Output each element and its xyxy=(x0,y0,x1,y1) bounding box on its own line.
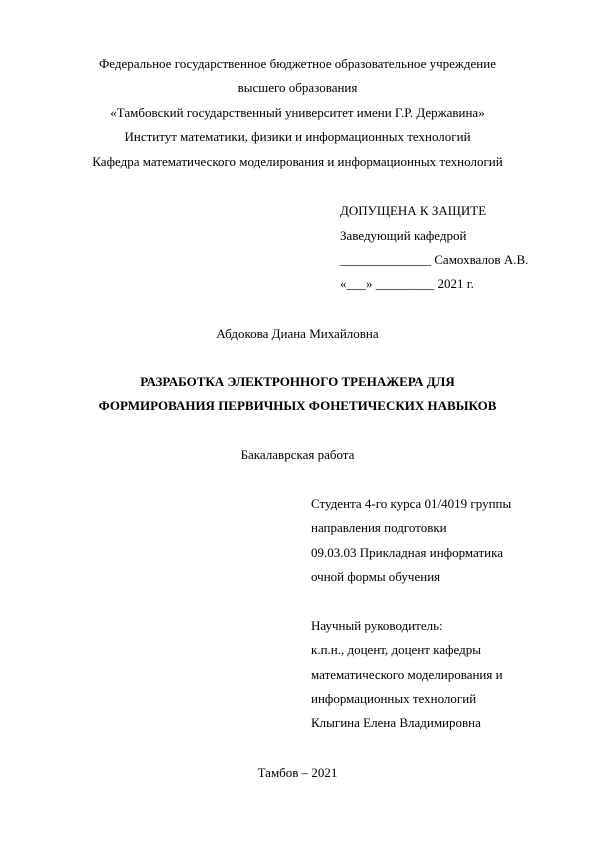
student-study-form: очной формы обучения xyxy=(311,569,441,584)
approval-role: Заведующий кафедрой xyxy=(340,228,467,243)
header-department-name: Кафедра математического моделирования и информационных технологий xyxy=(92,154,503,169)
author-name: Абдокова Диана Михайловна xyxy=(216,326,379,341)
supervisor-label: Научный руководитель: xyxy=(311,618,443,633)
student-course-group: Студента 4-го курса 01/4019 группы xyxy=(311,496,512,511)
supervisor-department-line-1: математического моделирования и xyxy=(311,667,503,682)
supervisor-department-line-2: информационных технологий xyxy=(311,691,477,706)
work-type: Бакалаврская работа xyxy=(240,447,355,462)
thesis-title-line-2: ФОРМИРОВАНИЯ ПЕРВИЧНЫХ ФОНЕТИЧЕСКИХ НАВЫКОВ xyxy=(98,398,497,413)
student-direction-label: направления подготовки xyxy=(311,520,447,535)
supervisor-degree: к.п.н., доцент, доцент кафедры xyxy=(311,642,481,657)
approval-date-line: «___» _________ 2021 г. xyxy=(340,276,474,291)
header-university-name: «Тамбовский государственный университет имени Г.Р. Державина» xyxy=(110,105,485,120)
header-institution-type: Федеральное государственное бюджетное образовательное учреждение xyxy=(99,56,496,71)
student-direction-code: 09.03.03 Прикладная информатика xyxy=(311,545,503,560)
header-education-level: высшего образования xyxy=(237,80,358,95)
header-institute-name: Институт математики, физики и информационных технологий xyxy=(124,129,471,144)
approval-heading: ДОПУЩЕНА К ЗАЩИТЕ xyxy=(340,203,487,218)
thesis-title-line-1: РАЗРАБОТКА ЭЛЕКТРОННОГО ТРЕНАЖЕРА ДЛЯ xyxy=(140,374,455,389)
approval-signature-line: ______________ Самохвалов А.В. xyxy=(340,252,529,267)
supervisor-name: Клыгина Елена Владимировна xyxy=(311,715,481,730)
city-year: Тамбов – 2021 xyxy=(257,765,338,780)
